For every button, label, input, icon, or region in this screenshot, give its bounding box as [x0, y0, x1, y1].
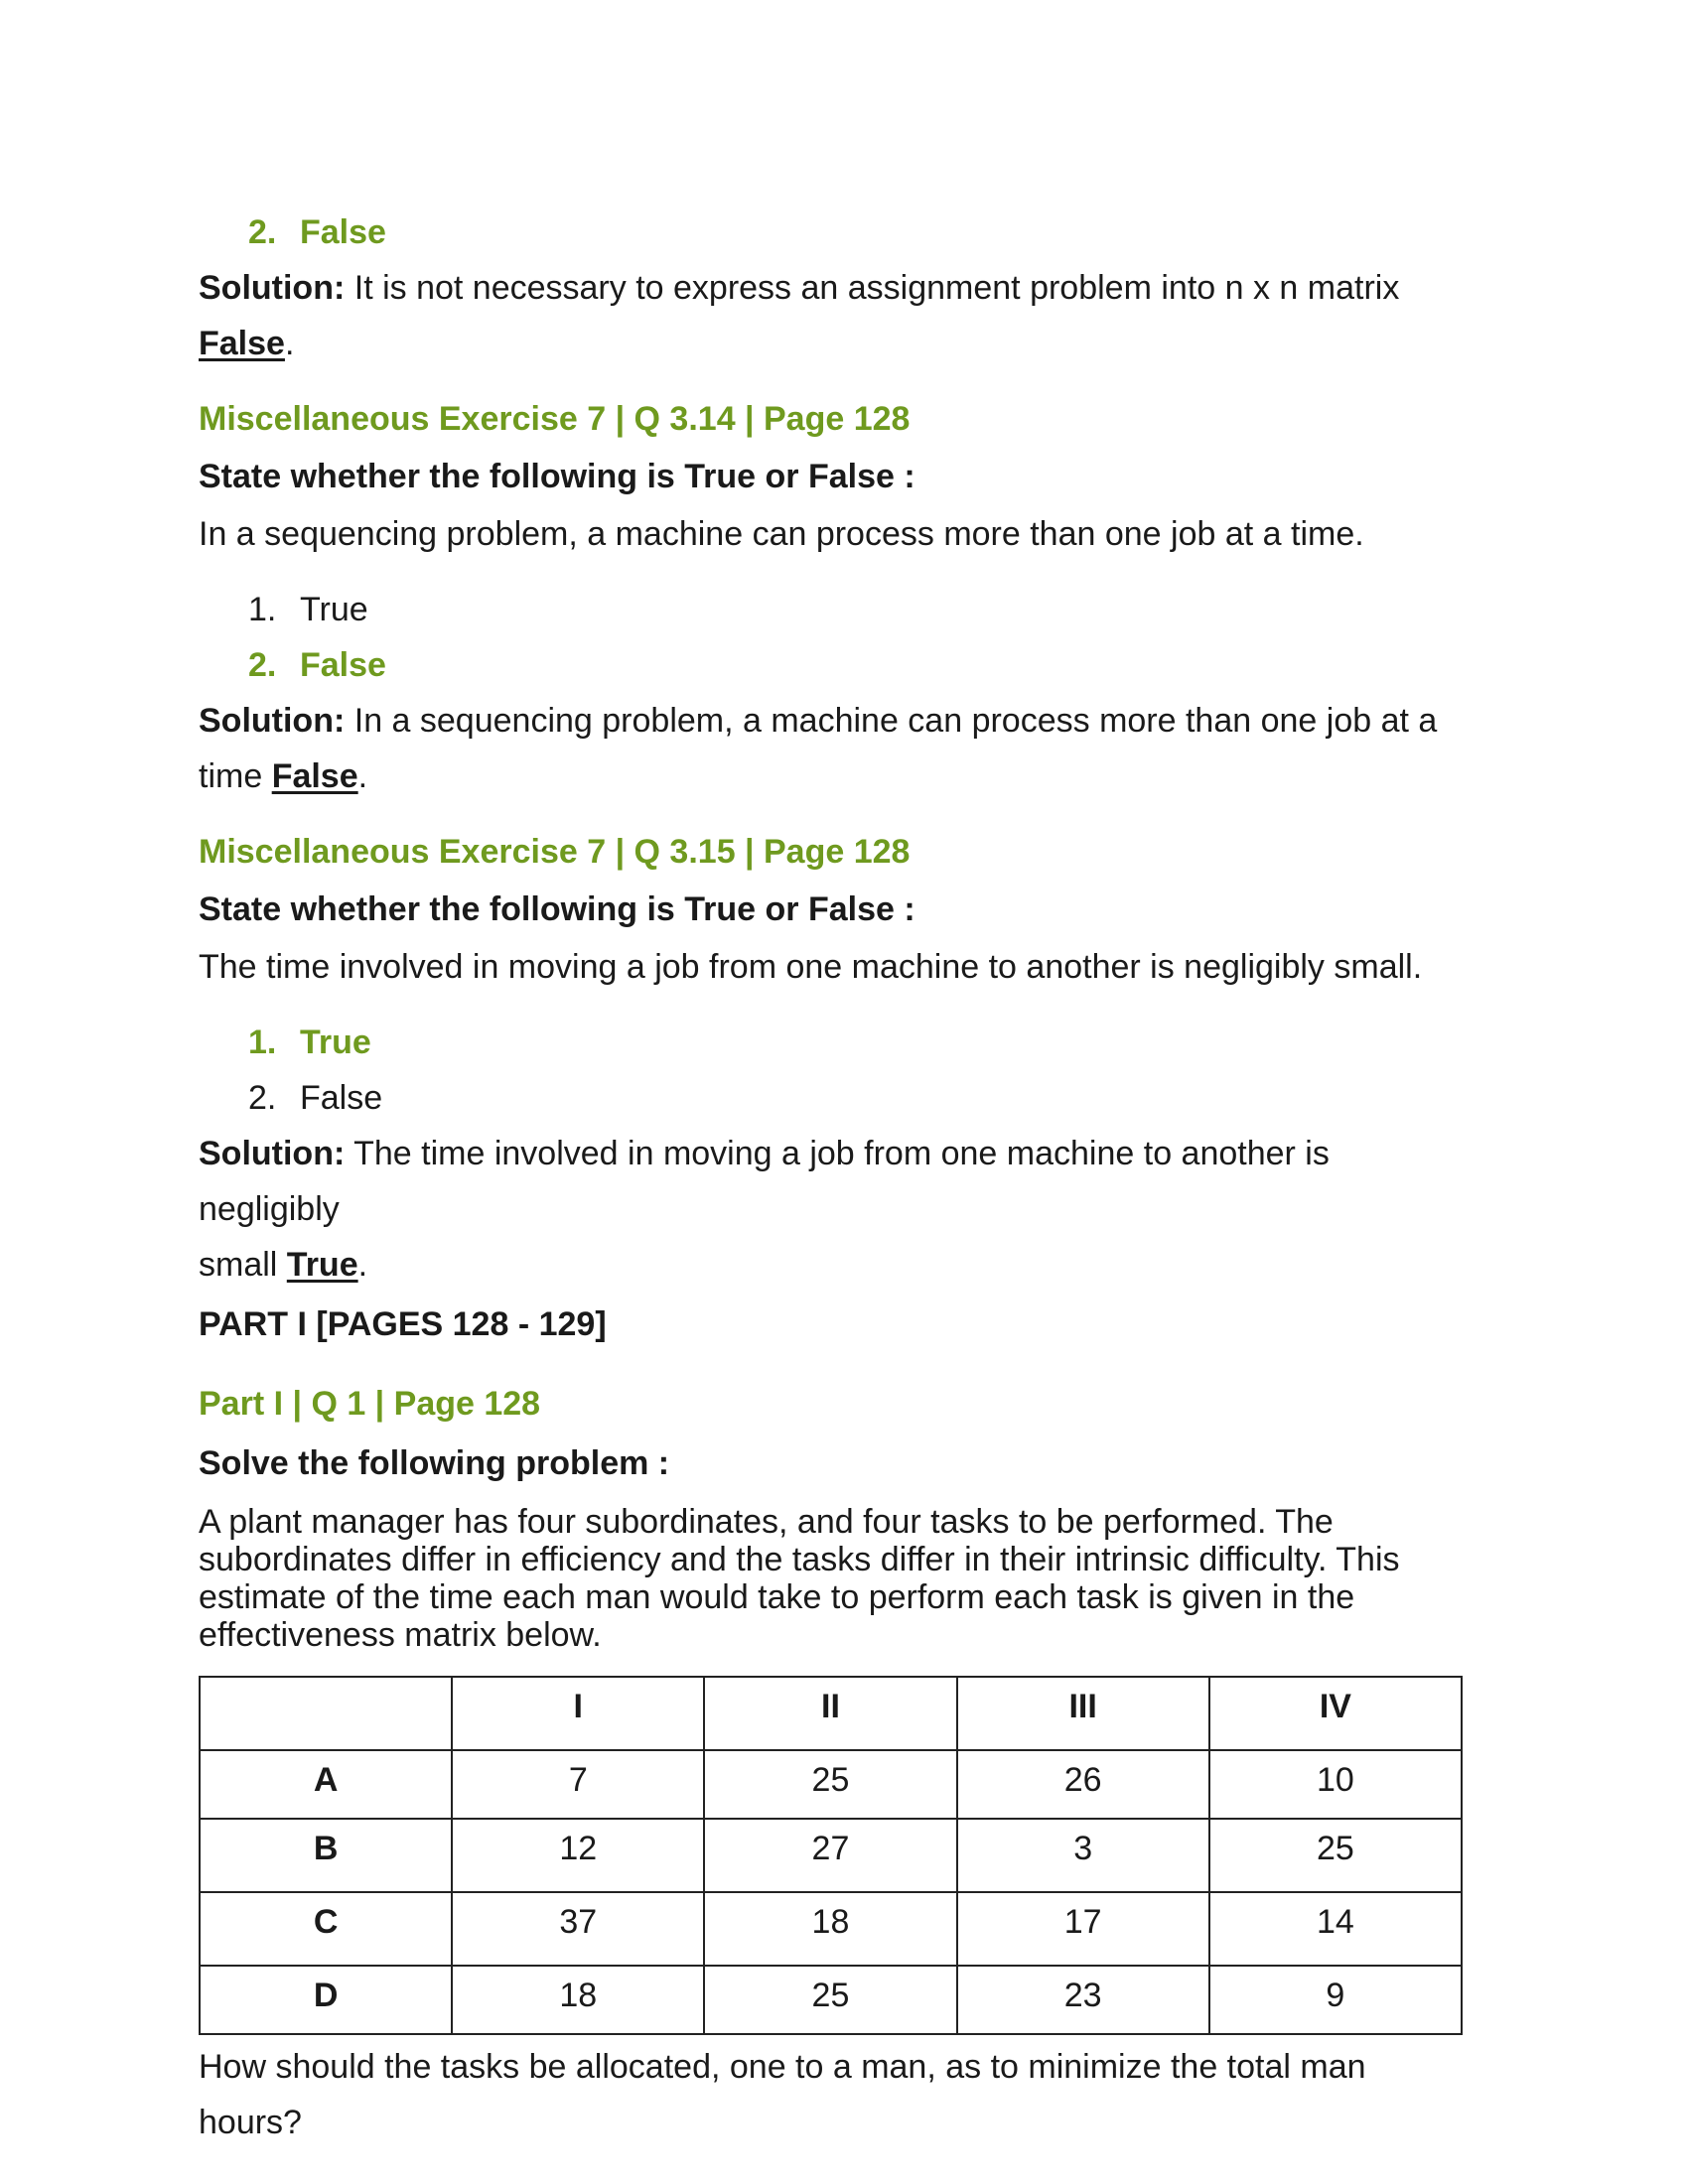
- option-number: 2.: [248, 213, 277, 251]
- table-cell: 25: [704, 1750, 956, 1819]
- solution: [199, 260, 1470, 371]
- option-label: False: [300, 213, 386, 251]
- table-row: [200, 1819, 1462, 1892]
- option: [199, 1070, 1470, 1126]
- part-heading: PART I [PAGES 128 - 129]: [199, 1305, 607, 1343]
- option-number: 1.: [248, 591, 277, 628]
- row-label: A: [200, 1750, 452, 1819]
- question-heading: Part I | Q 1 | Page 128: [199, 1385, 541, 1423]
- option-label: False: [300, 646, 386, 684]
- solution: [199, 693, 1470, 804]
- option-number: 2.: [248, 1079, 277, 1117]
- table-row: [200, 1966, 1462, 2034]
- table-header-row: [200, 1677, 1462, 1750]
- table-cell: 7: [452, 1750, 704, 1819]
- solution-label: Solution:: [199, 269, 346, 307]
- option-label: False: [300, 1079, 383, 1117]
- table-row: [200, 1750, 1462, 1819]
- table-header-cell: I: [452, 1677, 704, 1750]
- row-label: B: [200, 1819, 452, 1892]
- question-text: How should the tasks be allocated, one to a man, as to minimize the total man hours?: [199, 2048, 1366, 2141]
- solution: [199, 1126, 1470, 1293]
- question-heading: Miscellaneous Exercise 7 | Q 3.14 | Page 128: [199, 400, 911, 438]
- option-correct: [199, 1015, 1470, 1070]
- question-title: State whether the following is True or False :: [199, 890, 915, 928]
- table-cell: 12: [452, 1819, 704, 1892]
- solution-answer: False: [199, 325, 285, 362]
- solution-text-cont: small: [199, 1246, 287, 1284]
- row-label: D: [200, 1966, 452, 2034]
- question-title: State whether the following is True or False :: [199, 458, 915, 495]
- question-title: Solve the following problem :: [199, 1444, 670, 1482]
- table-cell: 18: [704, 1892, 956, 1966]
- row-label: C: [200, 1892, 452, 1966]
- table-header-cell: III: [957, 1677, 1209, 1750]
- paragraph-line: estimate of the time each man would take to perform each task is given in the: [199, 1578, 1355, 1616]
- table-cell: 10: [1209, 1750, 1462, 1819]
- table-cell: 25: [704, 1966, 956, 2034]
- table-cell: 25: [1209, 1819, 1462, 1892]
- table-cell: 27: [704, 1819, 956, 1892]
- solution-end: .: [284, 325, 295, 362]
- solution-text: It is not necessary to express an assignment problem into n x n matrix: [345, 269, 1400, 307]
- document-page: [199, 206, 1470, 2150]
- option: [199, 582, 1470, 637]
- question-heading: Miscellaneous Exercise 7 | Q 3.15 | Page 128: [199, 833, 911, 871]
- table-cell: 3: [957, 1819, 1209, 1892]
- paragraph-line: A plant manager has four subordinates, and four tasks to be performed. The: [199, 1503, 1334, 1541]
- solution-end: .: [357, 757, 368, 795]
- question-statement: In a sequencing problem, a machine can process more than one job at a time.: [199, 515, 1364, 553]
- solution-label: Solution:: [199, 1135, 346, 1172]
- question-statement: The time involved in moving a job from one machine to another is negligibly small.: [199, 948, 1423, 986]
- option-correct: [199, 637, 1470, 693]
- solution-answer: True: [286, 1246, 358, 1284]
- effectiveness-matrix: [199, 1676, 1463, 2035]
- table-cell: 9: [1209, 1966, 1462, 2034]
- table-cell: 37: [452, 1892, 704, 1966]
- solution-end: .: [357, 1246, 368, 1284]
- option-correct: [199, 205, 1470, 260]
- table-cell: 26: [957, 1750, 1209, 1819]
- option-number: 2.: [248, 646, 277, 684]
- table-cell: 14: [1209, 1892, 1462, 1966]
- option-label: True: [300, 1024, 371, 1061]
- question-paragraph: [199, 1503, 1470, 1654]
- option-label: True: [300, 591, 368, 628]
- table-cell: 17: [957, 1892, 1209, 1966]
- table-cell: 23: [957, 1966, 1209, 2034]
- paragraph-line: effectiveness matrix below.: [199, 1616, 602, 1654]
- option-number: 1.: [248, 1024, 277, 1061]
- table-header-cell: II: [704, 1677, 956, 1750]
- solution-label: Solution:: [199, 702, 346, 740]
- solution-text: In a sequencing problem, a machine can process more than one job at a: [345, 702, 1438, 740]
- table-header-cell: [200, 1677, 452, 1750]
- table-cell: 18: [452, 1966, 704, 2034]
- solution-text: The time involved in moving a job from one machine to another is negligibly: [199, 1135, 1330, 1228]
- solution-answer: False: [271, 757, 358, 795]
- paragraph-line: subordinates differ in efficiency and the tasks differ in their intrinsic difficulty. This: [199, 1541, 1400, 1578]
- solution-text-cont: time: [199, 757, 272, 795]
- table-header-cell: IV: [1209, 1677, 1462, 1750]
- table-row: [200, 1892, 1462, 1966]
